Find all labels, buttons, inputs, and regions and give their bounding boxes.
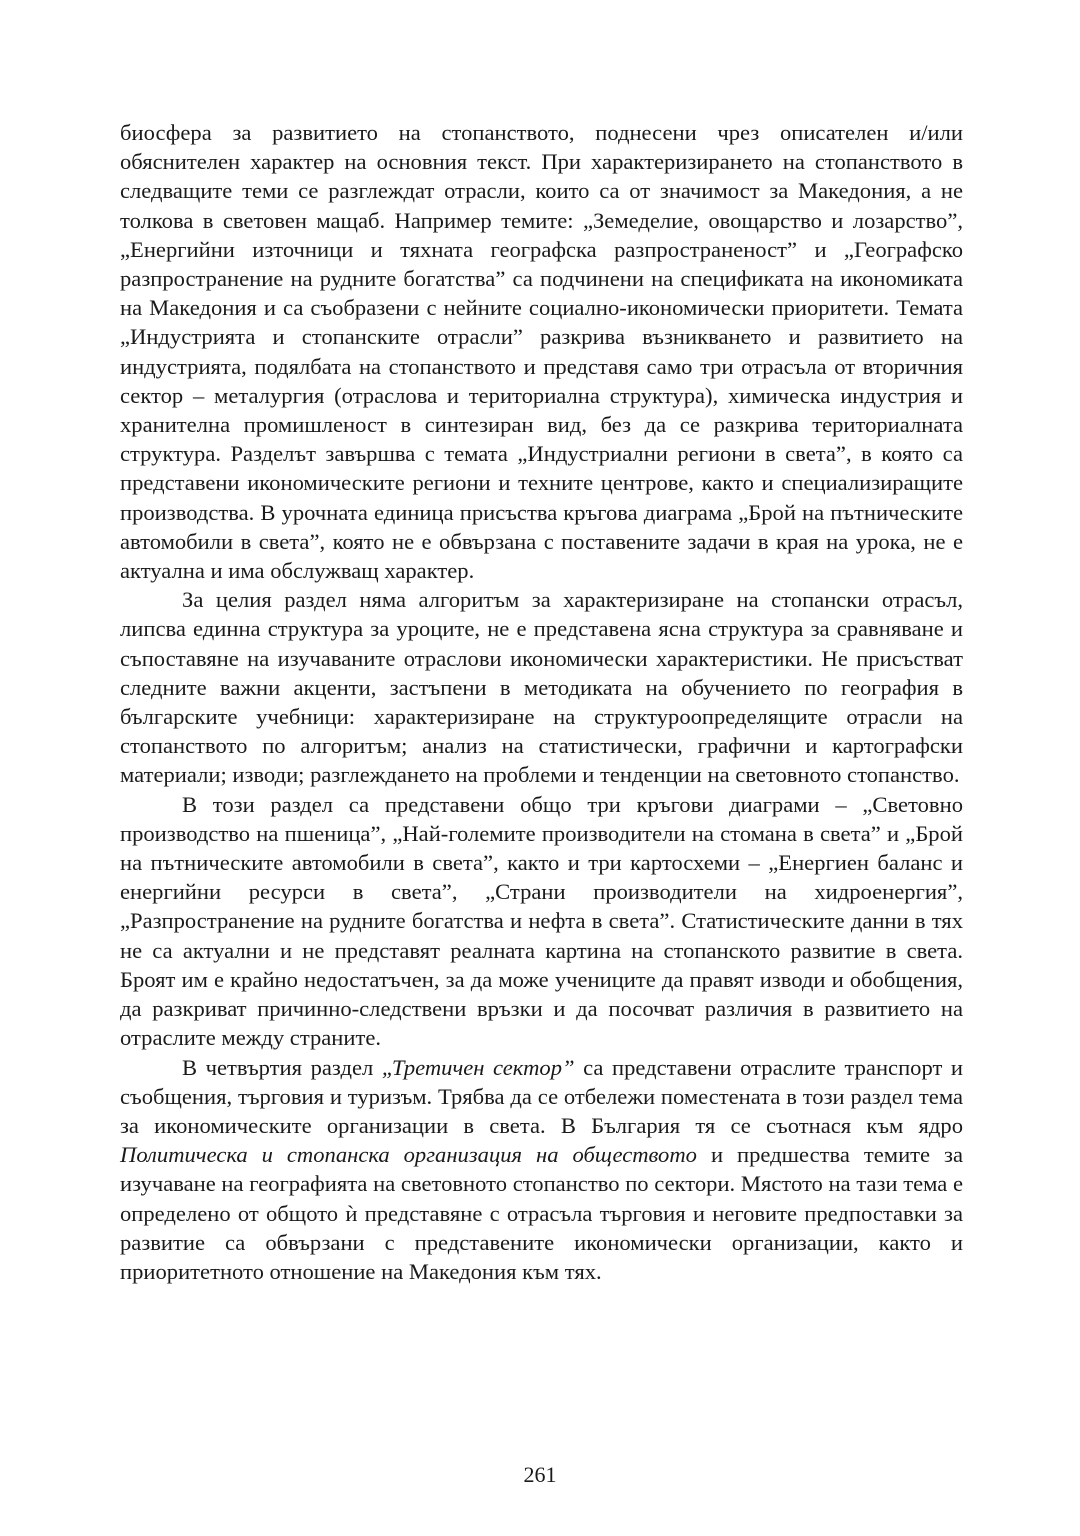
section-title-italic: „Третичен сектор” [381, 1054, 575, 1080]
paragraph-4-middle: са представени отраслите транспорт и съобщения, търговия и туризъм. Трябва да се отбележи поместената в този раздел тема за икономическите организации в света. В България тя се съотнася към ядро [120, 1054, 963, 1138]
paragraph-3: В този раздел са представени общо три кръгови диаграми – „Световно производство на пшеница”, „Най-големите производители на стомана в света” и „Брой на пътническите автомобили в света”, както и три картосхеми – „Енергиен баланс и енергийни ресурси в света”, „Страни производители на хидроенергия”, „Разпространение на рудните богатства и нефта в света”. Статистическите данни в тях не са актуални и не представят реалната картина на стопанското развитие в света. Броят им е крайно недостатъчен, за да може учениците да правят изводи и обобщения, да разкриват причинно-следствени връзки и да посочват различия в развитието на отраслите между страните. [120, 791, 963, 1051]
core-title-italic: Политическа и стопанска организация на обществото [120, 1142, 697, 1168]
paragraph-1: биосфера за развитието на стопанството, поднесени чрез описателен и/или обяснителен характер на основния текст. При характеризирането на стопанството в следващите теми се разглеждат отрасли, които са от значимост за Македония, а не толкова в световен мащаб. Например темите: „Земеделие, овощарство и лозарство”, „Енергийни източници и тяхната географска разпространеност” и „Географско разпространение на рудните богатства” са подчинени на спецификата на икономиката на Македония и са съобразени с нейните социално-икономически приоритети. Темата „Индустрията и стопанските отрасли” разкрива възникването и развитието на индустрията, подялбата на стопанството и представя само три отрасъла от вторичния сектор – металургия (отраслова и териториална структура), химическа индустрия и хранителна промишленост в синтезиран вид, без да се разкрива териториалната структура. Разделът завършва с темата „Индустриални региони в света”, в която са представени икономическите региони и техните центрове, както и специализиращите производства. В урочната единица присъства кръгова диаграма „Брой на пътническите автомобили в света”, която не е обвързана с поставените задачи в края на урока, не е актуална и има обслужващ характер. [120, 120, 963, 584]
paragraph-4-end: и предшества темите за изучаване на географията на световното стопанство по сектори. Мястото на тази тема е определено от общото ѝ представяне с отрасъла търговия и неговите предпоставки за развитие са обвързани с представените икономически организации, както и приоритетното отношение на Македония към тях. [120, 1142, 964, 1284]
page-body [120, 118, 963, 1286]
page-number: 261 [523, 1462, 557, 1487]
paragraph-4-start: В четвъртия раздел [182, 1054, 382, 1080]
paragraph-4 [120, 1053, 963, 1287]
paragraph-2: За целия раздел няма алгоритъм за характеризиране на стопански отрасъл, липсва единна структура за уроците, не е представена ясна структура за сравняване и съпоставяне на изучаваните отраслови икономически характеристики. Не присъстват следните важни акценти, застъпени в методиката на обучението по география в българските учебници: характеризиране на структуроопределящите отрасли на стопанството по алгоритъм; анализ на статистически, графични и картографски материали; изводи; разглеждането на проблеми и тенденции на световното стопанство. [120, 587, 963, 788]
